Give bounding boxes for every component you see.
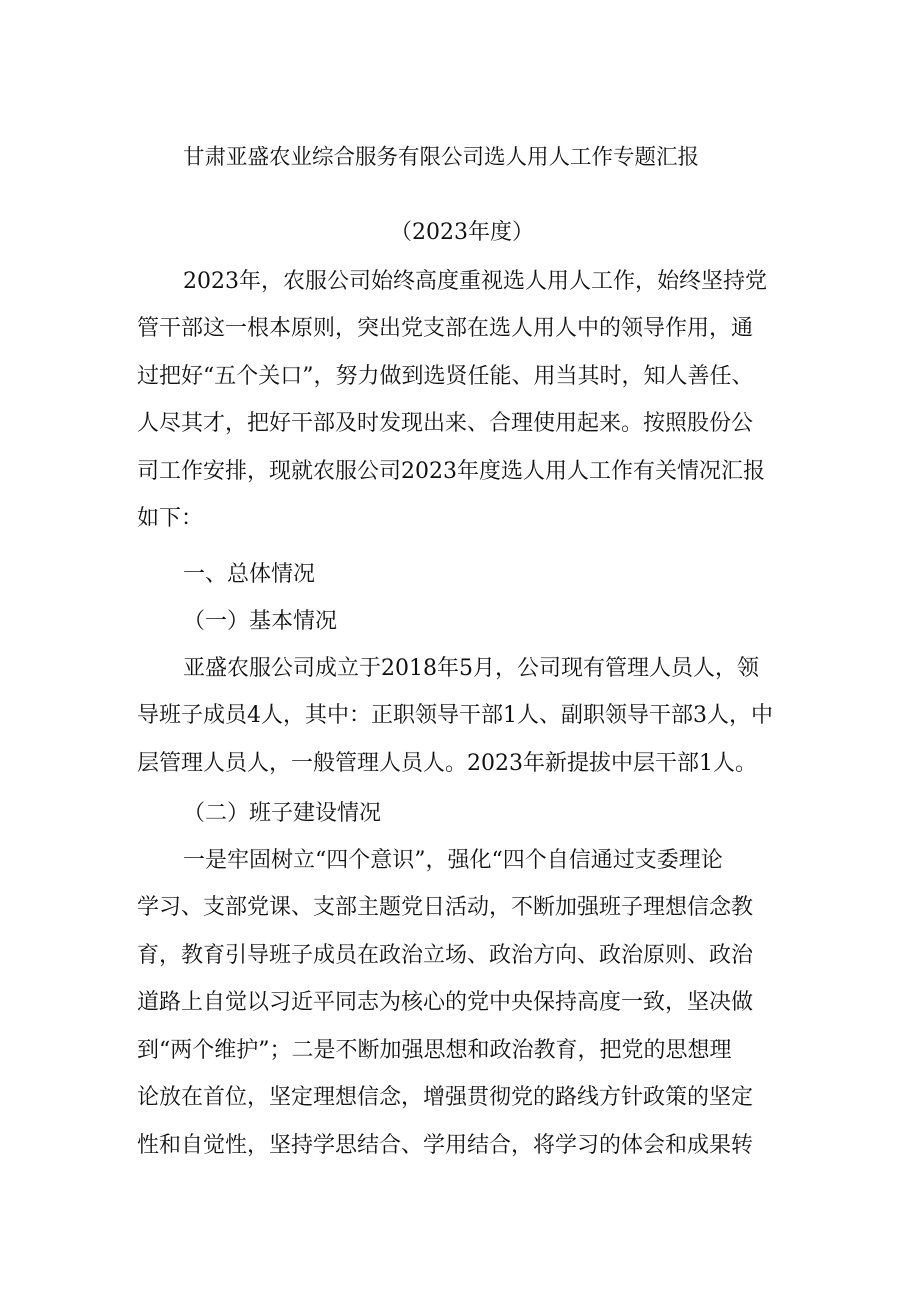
document-subtitle: （2023年度） [390,220,534,245]
intro-line: 过把好“五个关口”，努力做到选贤任能、用当其时，知人善任、 [137,364,754,389]
intro-line: 管干部这一根本原则，突出党支部在选人用人中的领导作用，通 [137,316,754,341]
body-line: 亚盛农服公司成立于2018年5月，公司现有管理人员人，领 [183,656,759,681]
body-line: 一是牢固树立“四个意识”，强化“四个自信通过支委理论 [183,848,723,873]
subsection-heading: （二）班子建设情况 [183,801,382,826]
body-line: 论放在首位，坚定理想信念，增强贯彻党的路线方针政策的坚定 [137,1085,754,1110]
intro-line: 司工作安排，现就农服公司2023年度选人用人工作有关情况汇报 [137,459,765,484]
section-heading: 一、总体情况 [183,562,316,587]
body-line: 到“两个维护”；二是不断加强思想和政治教育，把党的思想理 [137,1038,732,1063]
body-line: 道路上自觉以习近平同志为核心的党中央保持高度一致，坚决做 [137,990,754,1015]
body-line: 导班子成员4人，其中：正职领导干部1人、副职领导干部3人，中 [137,703,773,728]
subsection-heading: （一）基本情况 [183,609,338,634]
intro-line: 如下： [137,506,204,531]
intro-line: 人尽其才，把好干部及时发现出来、合理使用起来。按照股份公 [137,411,754,436]
body-line: 育，教育引导班子成员在政治立场、政治方向、政治原则、政治 [137,943,754,968]
body-line: 层管理人员人，一般管理人员人。2023年新提拔中层干部1人。 [137,751,757,776]
body-line: 学习、支部党课、支部主题党日活动，不断加强班子理想信念教 [137,895,754,920]
body-line: 性和自觉性，坚持学思结合、学用结合，将学习的体会和成果转 [137,1133,754,1158]
document-title: 甘肃亚盛农业综合服务有限公司选人用人工作专题汇报 [183,145,700,170]
intro-line: 2023年，农服公司始终高度重视选人用人工作，始终坚持党 [183,269,767,294]
